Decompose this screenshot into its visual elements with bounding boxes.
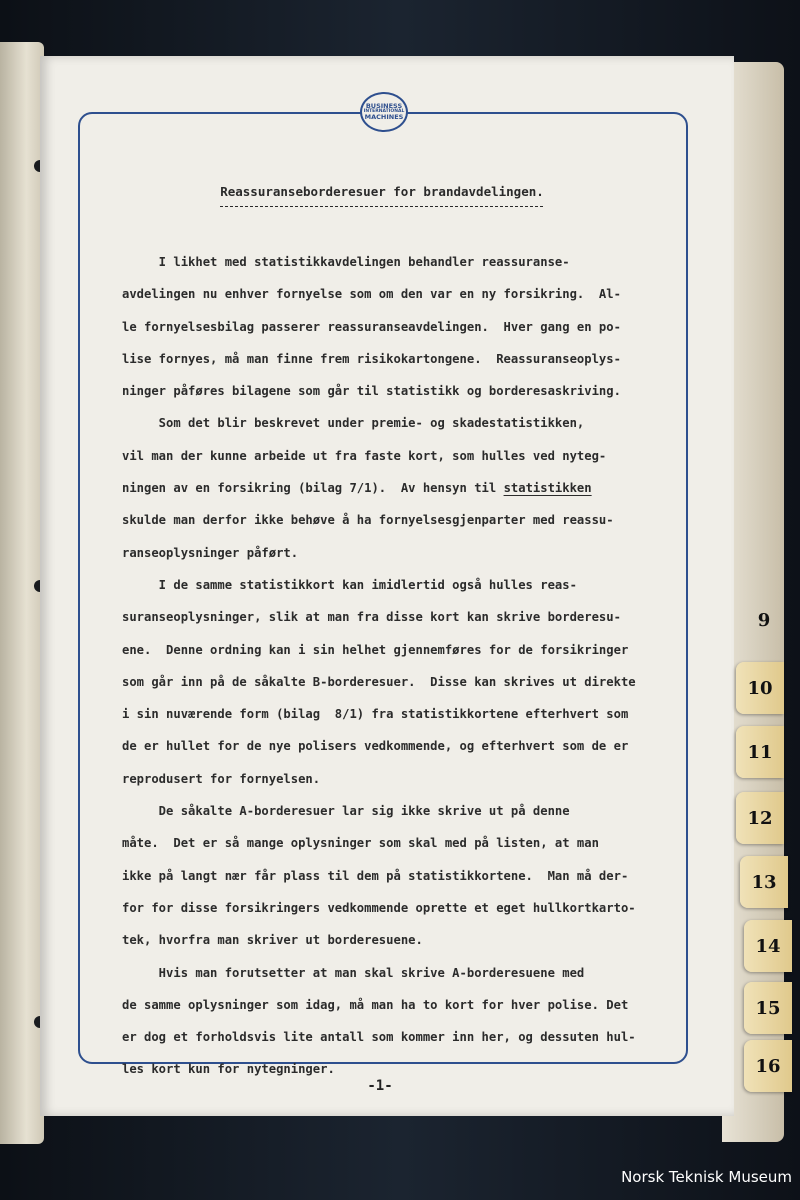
page-number: -1- (367, 1078, 393, 1094)
text-line: de er hullet for de nye polisers vedkommende, og efterhvert som de er (122, 739, 629, 754)
text-line: avdelingen nu enhver fornyelse som om den var en ny forsikring. Al- (122, 287, 621, 302)
text-line: skulde man derfor ikke behøve å ha fornyelsesgjenparter med reassu- (122, 513, 614, 528)
text-line: for for disse forsikringers vedkommende oprette et eget hullkortkarto- (122, 900, 636, 915)
index-tab-13[interactable]: 13 (740, 856, 788, 908)
index-tab-10[interactable]: 10 (736, 662, 784, 714)
text-line: i sin nuværende form (bilag 8/1) fra statistikkortene efterhvert som (122, 707, 629, 722)
text-line: som går inn på de såkalte B-borderesuer. Disse kan skrives ut direkte (122, 674, 636, 689)
ibm-logo: BUSINESS INTERNATIONAL MACHINES (360, 92, 408, 132)
text-line: Som det blir beskrevet under premie- og skadestatistikken, (122, 416, 585, 431)
index-tab-15[interactable]: 15 (744, 982, 792, 1034)
text-line: ikke på langt nær får plass til dem på statistikkortene. Man må der- (122, 868, 629, 883)
text-line: Hvis man forutsetter at man skal skrive A-borderesuene med (122, 965, 585, 980)
text-line: I likhet med statistikkavdelingen behandler reassuranse- (122, 255, 570, 269)
index-tab-12[interactable]: 12 (736, 792, 784, 844)
text-line: ninger påføres bilagene som går til statistikk og borderesaskriving. (122, 384, 621, 399)
index-tab-11[interactable]: 11 (736, 726, 784, 778)
text-line: ene. Denne ordning kan i sin helhet gjennemføres for de forsikringer (122, 642, 629, 657)
document-title: Reassuranseborderesuer for brandavdelingen. (220, 184, 544, 199)
index-tab-9[interactable]: 9 (757, 609, 771, 631)
text-line: De såkalte A-borderesuer lar sig ikke skrive ut på denne (122, 804, 570, 819)
index-tab-14[interactable]: 14 (744, 920, 792, 972)
text-line: er dog et forholdsvis lite antall som kommer inn her, og dessuten hul- (122, 1030, 636, 1045)
index-tab-16[interactable]: 16 (744, 1040, 792, 1092)
text-line: suranseoplysninger, slik at man fra disse kort kan skrive borderesu- (122, 610, 621, 625)
text-line: ningen av en forsikring (bilag 7/1). Av hensyn til statistikken (122, 481, 592, 496)
body-text (122, 246, 636, 1086)
text-line: I de samme statistikkort kan imidlertid også hulles reas- (122, 577, 577, 592)
underlined-word: statistikken (503, 481, 592, 496)
text-line: le fornyelsesbilag passerer reassuranseavdelingen. Hver gang en po- (122, 319, 621, 334)
text-line: tek, hvorfra man skriver ut borderesuene. (122, 933, 423, 948)
text-line: måte. Det er så mange oplysninger som skal med på listen, at man (122, 836, 599, 851)
text-line: lise fornyes, må man finne frem risikokartongene. Reassuranseoplys- (122, 351, 621, 366)
left-page-edge (0, 42, 44, 1144)
text-line: reprodusert for fornyelsen. (122, 771, 321, 786)
museum-credit: Norsk Teknisk Museum (621, 1168, 792, 1186)
text-line: vil man der kunne arbeide ut fra faste kort, som hulles ved nyteg- (122, 448, 607, 463)
text-line: de samme oplysninger som idag, må man ha to kort for hver polise. Det (122, 997, 629, 1012)
text-line: les kort kun for nytegninger. (122, 1062, 335, 1077)
text-line: ranseoplysninger påført. (122, 545, 299, 560)
